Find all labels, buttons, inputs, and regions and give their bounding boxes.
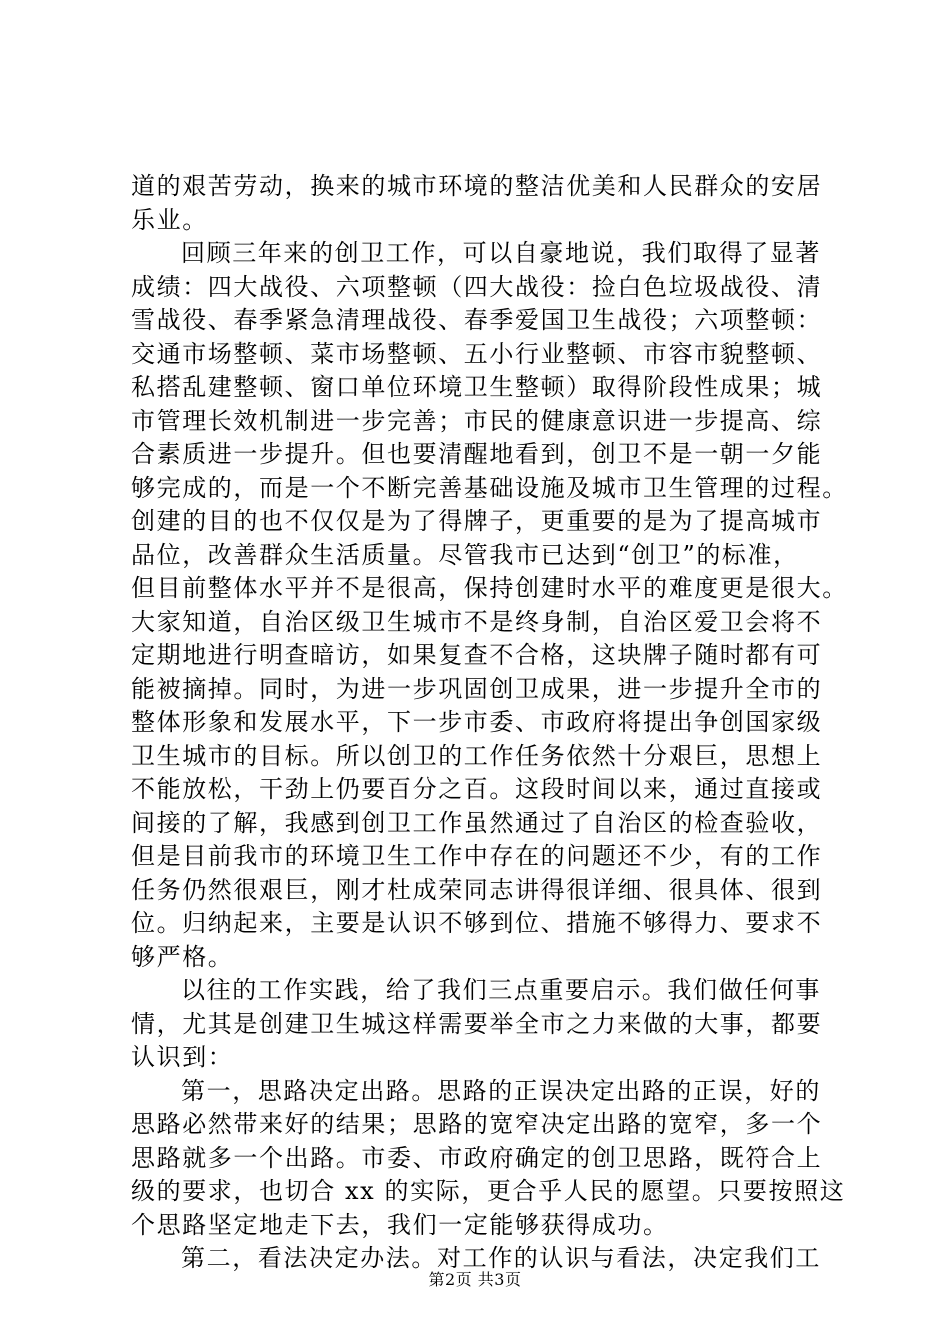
text-line: 任务仍然很艰巨，刚才杜成荣同志讲得很详细、很具体、很到 xyxy=(131,875,823,904)
text-line: 合素质进一步提升。但也要清醒地看到，创卫不是一朝一夕能 xyxy=(131,440,823,468)
document-body xyxy=(131,170,848,1276)
text-line: 间接的了解，我感到创卫工作虽然通过了自治区的检查验收， xyxy=(131,808,823,837)
text-line: 个思路坚定地走下去，我们一定能够获得成功。 xyxy=(131,1210,669,1239)
text-line: 不能放松，干劲上仍要百分之百。这段时间以来，通过直接或 xyxy=(131,775,823,803)
paragraph-start-line: 以往的工作实践，给了我们三点重要启示。我们做任何事 xyxy=(181,976,821,1004)
text-line: 定期地进行明查暗访，如果复查不合格，这块牌子随时都有可 xyxy=(131,641,823,669)
paragraph-start-line: 回顾三年来的创卫工作，可以自豪地说，我们取得了显著 xyxy=(181,239,821,267)
text-line: 市管理长效机制进一步完善；市民的健康意识进一步提高、综 xyxy=(131,406,823,435)
text-line: 能被摘掉。同时，为进一步巩固创卫成果，进一步提升全市的 xyxy=(131,674,823,703)
text-line: 品位，改善群众生活质量。尽管我市已达到“创卫”的标准， xyxy=(131,540,799,569)
text-line: 创建的目的也不仅仅是为了得牌子，更重要的是为了提高城市 xyxy=(131,507,823,535)
text-line: 但目前整体水平并不是很高，保持创建时水平的难度更是很大。 xyxy=(131,574,848,602)
text-line: 雪战役、春季紧急清理战役、春季爱国卫生战役；六项整顿： xyxy=(131,306,823,334)
page-footer xyxy=(0,1270,950,1290)
text-line: 成绩：四大战役、六项整顿（四大战役：捡白色垃圾战役、清 xyxy=(131,272,823,301)
text-line: 交通市场整顿、菜市场整顿、五小行业整顿、市容市貌整顿、 xyxy=(131,339,823,368)
paragraph-start-line: 第一，思路决定出路。思路的正误决定出路的正误，好的 xyxy=(181,1076,821,1105)
text-line: 道的艰苦劳动，换来的城市环境的整洁优美和人民群众的安居 xyxy=(131,172,823,200)
text-line: 够完成的，而是一个不断完善基础设施及城市卫生管理的过程。 xyxy=(131,473,848,502)
text-line: 整体形象和发展水平，下一步市委、市政府将提出争创国家级 xyxy=(131,708,823,736)
text-line: 私搭乱建整顿、窗口单位环境卫生整顿）取得阶段性成果；城 xyxy=(131,373,823,401)
text-line: 够严格。 xyxy=(131,942,234,971)
page-number-label: 第2页 共3页 xyxy=(428,1270,522,1289)
text-line: 卫生城市的目标。所以创卫的工作任务依然十分艰巨，思想上 xyxy=(131,741,823,770)
text-line: 情，尤其是创建卫生城这样需要举全市之力来做的大事，都要 xyxy=(131,1009,823,1038)
text-line: 但是目前我市的环境卫生工作中存在的问题还不少，有的工作 xyxy=(131,842,823,870)
text-line: 思路就多一个出路。市委、市政府确定的创卫思路，既符合上 xyxy=(131,1143,823,1172)
text-line: 乐业。 xyxy=(131,205,208,234)
text-line: 认识到： xyxy=(131,1043,234,1071)
text-line: 大家知道，自治区级卫生城市不是终身制，自治区爱卫会将不 xyxy=(131,607,823,636)
text-line: 级的要求，也切合 xx 的实际，更合乎人民的愿望。只要按照这 xyxy=(131,1177,846,1205)
text-line: 位。归纳起来，主要是认识不够到位、措施不够得力、要求不 xyxy=(131,909,823,937)
text-line: 思路必然带来好的结果；思路的宽窄决定出路的宽窄，多一个 xyxy=(131,1110,823,1138)
paragraph-start-line: 第二，看法决定办法。对工作的认识与看法，决定我们工 xyxy=(181,1244,821,1272)
